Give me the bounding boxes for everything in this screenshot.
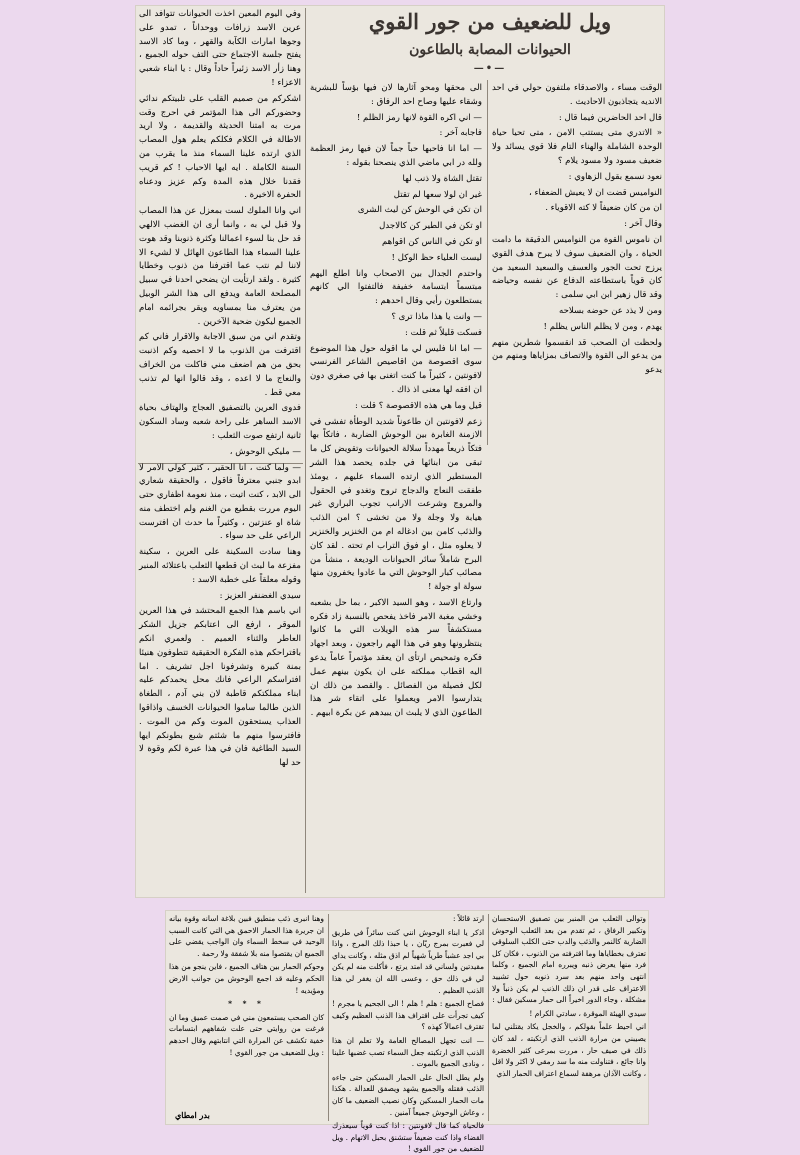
article-paragraph: زعم لافونتين ان طاعوناً شديد الوطأة تفشى في الازمنة الغابرة بين الوحوش الضاربة ، فاتكاً بها فتكاً ذريعاً مهدداً سلالة الحيوانات وتقويض كل ما تبقى من ابنائها في جلده يحصد هذا الشر المستطير الذي ارتده السماء عليهم ، يومئذ طفقت النعاج والدجاج تروح وتغدو في الحقول والمروج وشرعت الارانب تجوب البراري غير هيابة ولا وجلة ولا من تخشى ؟ امن الذئب والذئب كامن بين ادغاله ام من الخنزير والخنزير لا يعلوه مثل ، او فوق التراب ام تحته . لقد كان البرح شاملاً سائر الحيوانات الوديعة ، منشأ من مصائب كبار الوحوش التي ما عادوا يخفرون منها سولة او جولة ! — [310, 416, 482, 593]
article-paragraph: — مليكي الوحوش ، — [229, 446, 301, 457]
article-paragraph: ومن لا يذد عن حوضه بسلاحه — [558, 305, 662, 316]
article-paragraph: الى محقها ومحو آثارها لان فيها بؤساً للبشرية وشقاء عليها وصاح احد الرفاق : — [310, 83, 482, 107]
article-paragraph: وارتاع الاسد ، وهو السيد الاكبر ، بما حل بشعبه وخشي مغبة الامر فاخذ يفحص بالنسبة زاد فكره مستكشفاً سر هذه الويلات التي ما كانوا ينتظرونها وهو في هذا الهم راجعون ، وبعد اجهاد فكره وتمحيص ارتأى ان يعقد مؤتمراً عاماً يدعو اليه اقطاب مملكته على ان يكون بينهم عمل لكل فصيلة من الفصائل . والقصد من ذلك ان يتدارسوا الامر ويعملوا على اتقاء شر هذا الطاعون الذي لا يلبث ان يبيدهم عن بكرة ابيهم . — [310, 597, 482, 719]
article-paragraph: اني وانا الملوك لست بمعزل عن هذا المصاب ولا قبل لي به ، وانما أرى ان الغضب الالهي قد حل بنا لسوء اعمالنا وكثرة ذنوبنا وقد هوت علينا السماء هذا الطاعون الهائل لا لشيء الا لاننا لم نتب عما اقترفنا من ذنوب وخطايا كثيرة . ولقد ارتأيت ان يضحي احدنا في سبيل المصلحة العامة ويدفع الى هذا الشر الوبيل من يعترف منا بمساويه ويقر بجرائمه امام الجميع ليكون ضحية الآخرين . — [139, 206, 301, 327]
article-paragraph: سيدي الهيئة الموقرة ، سادتي الكرام ! — [529, 1008, 646, 1018]
article-column-left — [139, 8, 301, 893]
article-paragraph: — اني اكره القوة لانها رمز الظلم ! — [356, 112, 482, 123]
article-paragraph: وقال آخر : — [624, 219, 662, 230]
article-paragraph: الوقت مساء ، والاصدقاء ملتفون حولي في احد الانديه يتجاذبون الاحاديث . — [492, 83, 662, 107]
article-paragraph: كان الصحب يستمعون مني في صمت عميق وما ان فرغت من روايتي حتى علت شفاههم ابتسامات خفية تكشف عن المرارة التي انتابتهم وقال احدهم : ويل للضعيف من جور القوي ! — [169, 1012, 324, 1057]
article-paragraph: فصاح الجميع : هلم ! هلم ! الى الجحيم يا مجرم ! كيف تجرأت على اقتراف هذا الذنب العظيم وكيف تقترف اعمالاً كهذه ؟ — [332, 999, 484, 1032]
column-rule — [305, 8, 306, 893]
article-paragraph: ان من كان ضعيفاً لا كته الاقوياء . — [545, 203, 662, 214]
continuation-column-middle — [332, 913, 484, 1154]
article-paragraph: فدوى العرين بالتصفيق العجاج والهتاف بحياة الاسد الساهر على راحة شعبه وساد السكون ثانية ارتفع صوت الثعلب : — [139, 403, 301, 441]
continuation-column-left — [169, 913, 324, 1109]
column-rule — [487, 80, 488, 445]
article-paragraph: * * * — [228, 999, 265, 1009]
article-paragraph: وفي اليوم المعين اخذت الحيوانات تتوافد الى عرين الاسد زرافات ووحداناً ، تمدو على وجوها امارات الكآبة والقهر ، وما كاد الاسد يفتح جلسة الاجتماع حتى التف حوله الجميع ، وهنا زأر الاسد زئيراً حاداً وقال : يا ابناء شعبي الاعزاء ! — [139, 9, 301, 88]
article-paragraph: — انت تجهل المصالح العامة ولا تعلم ان هذا الذنب الذي ارتكبته جعل السماء تصب غضبها علينا ، ونادى الجميع بالموت . — [332, 1035, 484, 1069]
article-paragraph: « الاتدري متى يستتب الامن ، متى تحيا حياة الوحدة الشاملة والهناء التام فلا قوي يسائد ولا ضعيف مسود ولا مسود يلام ؟ — [492, 128, 662, 166]
article-paragraph: غير ان لولا سعها لم تقتل — [393, 189, 482, 200]
article-paragraph: قال احد الحاضرين فيما قال : — [558, 112, 662, 123]
article-paragraph: ان تكن في الوحش كن ليث الشرى — [357, 205, 482, 216]
continuation-column-right — [492, 913, 646, 1121]
article-paragraph: فسكت قليلاً ثم قلت : — [405, 327, 482, 338]
article-paragraph: اذكر يا ابناء الوحوش انني كنت سائراً في طريق لي فعبرت بمرج ريّان ، يا حبذا ذلك المرج ، واذا بي اجد عشباً طرياً شهياً لم اذق مثله ، وكانت يداي مقيدتين ولساني قد امتد يرتع ، فأكلت منه لم يكن لي في ذلك حق ، وعسى الله ان يغفر لي هذا الذنب العظيم . — [332, 927, 484, 995]
article-paragraph: فاجابه آخر : — [439, 128, 482, 139]
column-rule — [328, 914, 329, 1121]
article-paragraph: ان ناموس القوة من النواميس الدقيقة ما دامت الحياة ، وان الضعيف سوف لا يبرح هدف القوي يرزح تحت الجور والعسف والسعيد السعيد من كان قوياً باستطاعته الدفاع عن نفسه وحياضه وقد قال زهير ابن ابي سلمى : — [492, 234, 662, 301]
article-paragraph: ولحظت ان الصحب قد انقسموا شطرين منهم من يدعو الى القوة والاتصاف بمزاياها ومنهم من يدعو — [492, 337, 662, 376]
article-paragraph: او تكن في الناس كن اقواهم — [381, 236, 482, 247]
article-paragraph: وتوالى الثعلب من المنبر بين تصفيق الاستحسان وتكبير الرفاق ، ثم تقدم من بعد الثعلب الوحوش الضارية كالنمر والذئب والدب حتى الكلب السلوقي تعترف بخطاياها وما اقترفته من الذنوب ، فكان كل فرد منها يعرض ذنبه ويبرره امام الجميع ، وكلما انتهى واحد منهم بعد سرد ذنوبه حول تشييد الاعتراف على قدر ان ذلك الذنب لم يكن ذنباً ولا مشكلة ، وجاء الدور اخيراً الى حمار مسكين فقال : — [492, 914, 646, 1005]
article-paragraph: وهنا سادت السكينة على العرين ، سكينة مفزعة ما لبث ان قطعها الثعلب باعتلائه المنبر وقوله معلقاً على خطبة الاسد : — [139, 547, 301, 585]
article-paragraph: وتقدم اني من سبق الاجابة والاقرار فاني كم اقترفت من الذنوب ما لا احصيه وكم اذنبت بحق من هم اضعف مني فاكلت من الخراف والنعاج ما لا اعده ، وقد قالوا انها لم تذنب معي قط . — [139, 332, 301, 398]
article-paragraph: تقتل الشاة ولا ذنب لها — [402, 173, 482, 184]
article-paragraph: — اما انا فليس لي ما اقوله حول هذا الموضوع سوى اقصوصة من اقاصيص الشاعر الفرنسي لافونتين ، كثيراً ما كنت اتغنى بها في صغري دون ان افقه لها معنى اذ ذاك . — [310, 343, 482, 395]
article-paragraph: النواميس قضت ان لا يعيش الضعفاء ، — [528, 187, 662, 198]
article-paragraph: نعود نسمع بقول الزهاوي : — [568, 171, 662, 182]
article-paragraph: — اما انا فاحبها حباً جماً لان فيها رمز العظمة ولله در ابي ماضي الذي ينصحنا بقوله : — [310, 144, 482, 168]
article-paragraph: — وانت يا هذا ماذا ترى ؟ — [391, 311, 482, 322]
article-paragraph: وحوكم الحمار بين هتاف الجميع ، فاين ينجو من هذا الحكم وعليه قد اجمع الوحوش من جوانب الارض ومؤيديه ! — [169, 962, 324, 995]
title-ornament: —•— — [473, 63, 507, 74]
article-title: ويل للضعيف من جور القوي — [368, 9, 612, 34]
article-paragraph: اشكركم من صميم القلب على تلبيتكم ندائي وحضوركم الى هذا المؤتمر في احرج وقت مرت به امتنا الحديثة والقديمة ، ولا اريد الاطالة في الكلام فكلكم يعلم هول المصاب الذي ارتده علينا السماء منذ ما يقرب من السنة الكاملة . ايه ايها الاحباب ! كم قريب فقدنا خلال هذه المدة وكم عزيز ودعناه الحفرة الاخيرة . — [139, 93, 301, 201]
article-paragraph: ليست العلياء حظ الوكل ! — [391, 252, 482, 263]
article-paragraph: فالحياة كما قال لافونتين : اذا كنت قوياً سيعذرك القضاء واذا كنت ضعيفاً ستشنق بحبل الاتهام . ويل للضعيف من جور القوي ! — [332, 1121, 484, 1154]
article-paragraph: او تكن في الطير كن كالاجدل — [379, 221, 482, 232]
article-paragraph: سيدي الغضنفر العزيز : — [219, 590, 301, 601]
article-paragraph: اني باسم هذا الجمع المحتشد في هذا العرين الموقر ، ارفع الى اعتابكم جزيل الشكر العاطر والثناء العميم . ولعمري انكم باقتراحكم هذه الفكرة الحقيقية تتطوفون هنيئا بمنة كبيرة وتشرفونا اجل تشريف . اما افتراسكم الراعي فانك محل يحمدكم عليه ابناء مملكتكم قاطبة لان بني آدم ، الطغاة الذين طالما ساموا الحيوانات الخسف واذاقوا العذاب يستحقون الموت وكم من الموت . فافترسوا منهم ما شئتم شبع بطونكم ايها السيد الطاغية فان في هذا عبرة لكم وقوة لا حد لها — [139, 606, 301, 769]
article-paragraph: واحتدم الجدال بين الاصحاب وانا اطلع اليهم مبتسماً ابتسامة خفيفة فالتفتوا الي كانهم يستطلعون رأيي وقال احدهم : — [310, 268, 482, 307]
article-subtitle: الحيوانات المصابة بالطاعون — [409, 42, 571, 58]
article-paragraph: قيل وما هي هذه الاقصوصة ؟ قلت : — [355, 400, 482, 411]
column-rule — [488, 914, 489, 1121]
article-paragraph: اني احيط علماً بقولكم ، والخجل يكاد يقتلني لما يصيبني من مرارة الذنب الذي ارتكبته ، لقد كان ذلك في صيف حار ، مررت بمرعى كثير الخضرة وانا جائع ، فتناولت منه ما سد رمقي لا اكثر ولا اقل ، وكانت الآذان مرهفة لسماع اعتراف الحمار الذي — [492, 1022, 646, 1078]
article-column-middle — [310, 82, 482, 892]
author-signature: بدر امطاي — [175, 1110, 210, 1120]
article-paragraph: — ولما كنت ، انا الحقير ، كثير كولي الامر لا ابدو جنبي معترفاً فاقول ، والحقيقة شعاري الى الابد ، كنت اتيت ، منذ نعومة اظفاري حتى اليوم مررت بقطيع من الغنم ولم اختطف منه شاة او عنزتين ، وكثيراً ما حدث ان افترست الراعي على حد سواء . — [139, 462, 301, 542]
article-paragraph: ولم يطل الحال على الحمار المسكين حتى جاءه الذئب فقتله والجميع يشهد ويصفق للعدالة . هكذا مات الحمار المسكين وكان نصيب الضعيف ما كان ، وعاش الوحوش جميعاً آمنين . — [332, 1072, 484, 1117]
article-paragraph: ارتد قائلاً : — [453, 914, 484, 923]
article-paragraph: يهدم ، ومن لا يظلم الناس يظلم ! — [543, 321, 662, 332]
article-column-right — [492, 82, 662, 444]
article-paragraph: وهنا انبرى ذئب منطيق فبين بلاغة اسانه وقوة بيانه ان جريرة هذا الحمار الاحمق هي التي كانت السبب الوحيد في سخط السماء وان الواجب يقضي على الجميع ان يقتصوا منه بلا شفقة ولا رحمة . — [169, 914, 324, 958]
